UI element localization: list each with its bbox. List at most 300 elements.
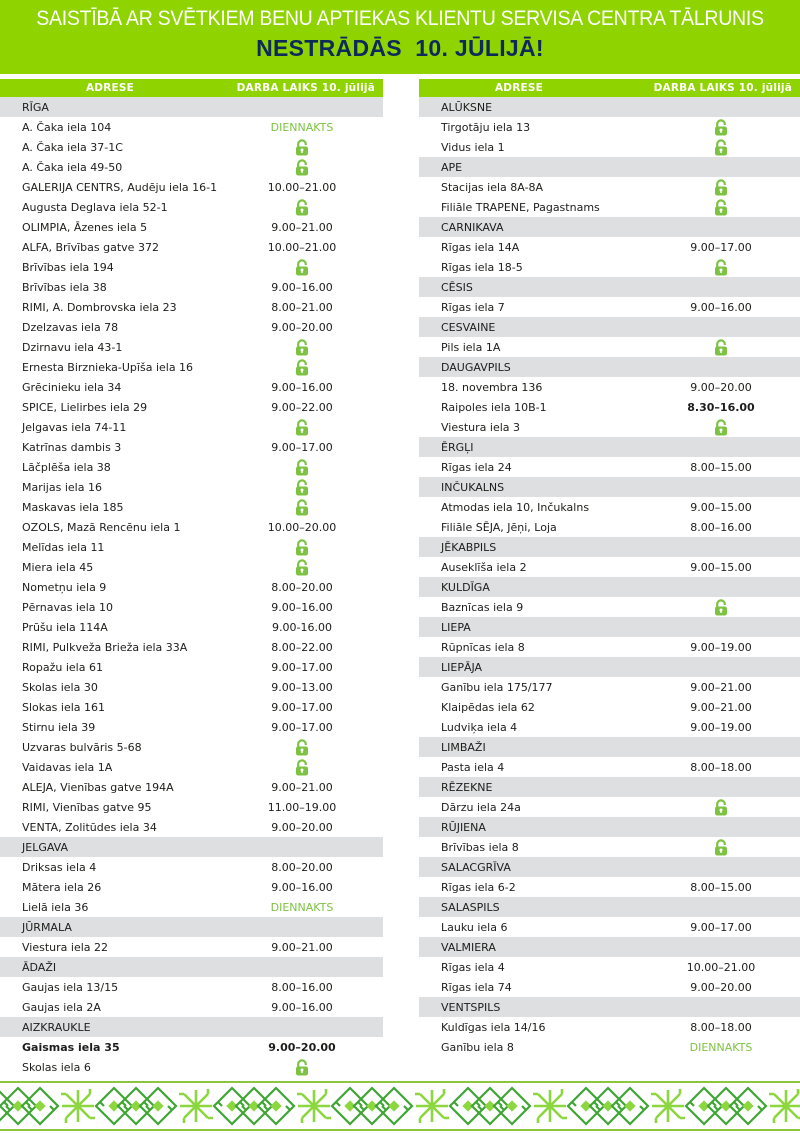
working-hours: 8.00–18.00 [690, 761, 752, 774]
city-name: ĒRGĻI [441, 441, 474, 454]
pharmacy-address: Atmodas iela 10, Inčukalns [441, 501, 590, 514]
pharmacy-address: SPICE, Lielirbes iela 29 [22, 401, 148, 414]
pharmacy-row [0, 297, 383, 317]
cross-motif [651, 1089, 685, 1123]
pharmacy-row [0, 397, 383, 417]
pharmacy-row [0, 717, 383, 737]
spiral-diamond-motif [258, 1088, 294, 1124]
working-hours: 9.00–17.00 [271, 701, 333, 714]
working-hours: 9.00–16.00 [690, 301, 752, 314]
pharmacy-address: Augusta Deglava iela 52-1 [22, 201, 168, 214]
pharmacy-address: Dzelzavas iela 78 [22, 321, 119, 334]
open-24h-label: DIENNAKTS [689, 1041, 753, 1054]
spiral-diamond-motif [450, 1088, 486, 1124]
lock-icon [295, 479, 309, 496]
pharmacy-row [419, 237, 800, 257]
pharmacy-address: GALERIJA CENTRS, Audēju iela 16-1 [22, 181, 218, 194]
cross-motif [415, 1089, 449, 1123]
working-hours: 8.00–16.00 [690, 521, 752, 534]
lock-icon [714, 119, 728, 136]
lock-icon [714, 839, 728, 856]
working-hours: 8.00–16.00 [271, 981, 333, 994]
city-name: JELGAVA [22, 841, 69, 854]
pharmacy-address: Maskavas iela 185 [22, 501, 124, 514]
pharmacy-address: OZOLS, Mazā Rencēnu iela 1 [22, 521, 181, 534]
city-group-row [419, 897, 800, 917]
city-group-row [419, 577, 800, 597]
city-name: SALACGRĪVA [441, 861, 511, 874]
banner-subtitle: NESTRĀDĀS 10. JŪLIJĀ! [256, 35, 544, 61]
pharmacy-address: Auseklīša iela 2 [441, 561, 527, 574]
working-hours: 8.00–15.00 [690, 881, 752, 894]
pharmacy-address: Brīvības iela 194 [22, 261, 114, 274]
pharmacy-row [419, 497, 800, 517]
city-group-row [419, 777, 800, 797]
city-group-row [0, 1017, 383, 1037]
cross-motif [533, 1089, 567, 1123]
pharmacy-address: A. Čaka iela 104 [22, 121, 112, 134]
pharmacy-address: Rīgas iela 24 [441, 461, 512, 474]
pharmacy-row [419, 977, 800, 997]
cross-motif [179, 1089, 213, 1123]
pharmacy-row [419, 917, 800, 937]
working-hours: 9.00–21.00 [690, 681, 752, 694]
pharmacy-address: Pasta iela 4 [441, 761, 505, 774]
lock-icon [295, 739, 309, 756]
city-name: JŪRMALA [22, 921, 72, 934]
city-group-row [419, 857, 800, 877]
spiral-diamond-motif [686, 1088, 722, 1124]
working-hours: 9.00–16.00 [271, 281, 333, 294]
pharmacy-address: Rīgas iela 6-2 [441, 881, 516, 894]
pharmacy-row [0, 697, 383, 717]
pharmacy-address: OLIMPIA, Āzenes iela 5 [22, 221, 148, 234]
cross-motif [297, 1089, 331, 1123]
working-hours: 8.00–15.00 [690, 461, 752, 474]
pharmacy-address: RIMI, A. Dombrovska iela 23 [22, 301, 177, 314]
city-name: ALŪKSNE [441, 101, 493, 114]
pharmacy-row [0, 337, 383, 357]
city-name: LIMBAŽI [441, 741, 486, 754]
pharmacy-row [0, 157, 383, 177]
pharmacy-row [0, 417, 383, 437]
lock-icon [714, 419, 728, 436]
pharmacy-address: Nometņu iela 9 [22, 581, 107, 594]
city-name: RŪJIENA [441, 821, 486, 834]
pharmacy-address: Rīgas iela 7 [441, 301, 505, 314]
pharmacy-address: Dārzu iela 24a [441, 801, 521, 814]
spiral-diamond-motif [236, 1088, 272, 1124]
banner-divider [0, 74, 800, 77]
pharmacy-row [0, 677, 383, 697]
working-hours: 9.00–17.00 [690, 241, 752, 254]
working-hours: 9.00–21.00 [271, 221, 333, 234]
lock-icon [295, 419, 309, 436]
pharmacy-address: 18. novembra 136 [441, 381, 543, 394]
working-hours: 9.00–22.00 [271, 401, 333, 414]
pharmacy-address: Ropažu iela 61 [22, 661, 103, 674]
pharmacy-address: Filiāle TRAPENE, Pagastnams [441, 201, 600, 214]
spiral-diamond-motif [568, 1088, 604, 1124]
working-hours: 9.00–15.00 [690, 501, 752, 514]
pharmacy-row [0, 937, 383, 957]
spiral-diamond-motif [590, 1088, 626, 1124]
pharmacy-row [0, 797, 383, 817]
pharmacy-row [419, 257, 800, 277]
announcement-banner [0, 0, 800, 74]
pharmacy-address: Dzirnavu iela 43-1 [22, 341, 123, 354]
city-name: RĪGA [22, 101, 49, 114]
pharmacy-address: Miera iela 45 [22, 561, 94, 574]
pharmacy-address: Prūšu iela 114A [22, 621, 108, 634]
city-name: CESVAINE [441, 321, 496, 334]
city-name: VALMIERA [441, 941, 496, 954]
pharmacy-address: Viestura iela 3 [441, 421, 520, 434]
lock-icon [295, 199, 309, 216]
column-header-hours: DARBA LAIKS 10. jūlijā [653, 82, 792, 94]
pharmacy-row [0, 457, 383, 477]
pharmacy-row [419, 597, 800, 617]
working-hours: 9.00–17.00 [271, 661, 333, 674]
city-group-row [419, 217, 800, 237]
pharmacy-row [0, 437, 383, 457]
pharmacy-address: Skolas iela 6 [22, 1061, 91, 1074]
lock-icon [295, 359, 309, 376]
spiral-diamond-motif [376, 1088, 412, 1124]
working-hours: 8.00–20.00 [271, 581, 333, 594]
working-hours: 8.00–18.00 [690, 1021, 752, 1034]
pharmacy-address: Ganību iela 8 [441, 1041, 514, 1054]
pharmacy-row [419, 117, 800, 137]
pharmacy-row [419, 397, 800, 417]
working-hours: 9.00–16.00 [271, 381, 333, 394]
pharmacy-address: Gaismas iela 35 [22, 1041, 120, 1054]
working-hours: 9.00–16.00 [271, 601, 333, 614]
city-group-row [419, 477, 800, 497]
lock-icon [714, 139, 728, 156]
spiral-diamond-motif [354, 1088, 390, 1124]
pharmacy-row [0, 757, 383, 777]
pharmacy-address: ALFA, Brīvības gatve 372 [22, 241, 159, 254]
spiral-diamond-motif [140, 1088, 176, 1124]
working-hours: 9.00–20.00 [690, 981, 752, 994]
pharmacy-row [419, 297, 800, 317]
working-hours: 9.00–20.00 [268, 1041, 336, 1054]
pharmacy-address: Katrīnas dambis 3 [22, 441, 122, 454]
city-name: INČUKALNS [441, 481, 505, 494]
lock-icon [295, 499, 309, 516]
pharmacy-row [419, 197, 800, 217]
table-body [0, 97, 383, 1077]
pharmacy-row [0, 877, 383, 897]
pharmacy-address: Mātera iela 26 [22, 881, 102, 894]
pharmacy-row [0, 217, 383, 237]
lock-icon [295, 559, 309, 576]
pharmacy-address: Baznīcas iela 9 [441, 601, 524, 614]
pharmacy-address: Tirgotāju iela 13 [441, 121, 531, 134]
spiral-diamond-motif [708, 1088, 744, 1124]
city-group-row [419, 537, 800, 557]
spiral-diamond-motif [332, 1088, 368, 1124]
lock-icon [714, 259, 728, 276]
pharmacy-address: Ludviķa iela 4 [441, 721, 518, 734]
lock-icon [295, 339, 309, 356]
pharmacy-address: Rīgas iela 14A [441, 241, 520, 254]
city-group-row [0, 957, 383, 977]
pharmacy-row [419, 757, 800, 777]
working-hours: 9.00–21.00 [271, 941, 333, 954]
city-group-row [419, 997, 800, 1017]
pharmacy-address: Rūpnīcas iela 8 [441, 641, 525, 654]
city-group-row [0, 97, 383, 117]
pharmacy-row [0, 197, 383, 217]
pharmacy-table-right [419, 79, 800, 1057]
pharmacy-row [0, 477, 383, 497]
pharmacy-address: Vidus iela 1 [441, 141, 505, 154]
pharmacy-address: Raipoles iela 10B-1 [441, 401, 547, 414]
pharmacy-row [0, 137, 383, 157]
cross-motif [61, 1089, 95, 1123]
pharmacy-row [0, 117, 383, 137]
pharmacy-row [0, 377, 383, 397]
pharmacy-address: Klaipēdas iela 62 [441, 701, 535, 714]
city-name: JĒKABPILS [441, 541, 497, 554]
city-group-row [419, 157, 800, 177]
working-hours: 8.00–21.00 [271, 301, 333, 314]
pharmacy-row [419, 517, 800, 537]
pharmacy-address: Gaujas iela 2A [22, 1001, 101, 1014]
pharmacy-address: A. Čaka iela 49-50 [22, 161, 123, 174]
lock-icon [295, 1059, 309, 1076]
pharmacy-row [0, 597, 383, 617]
city-group-row [0, 837, 383, 857]
spiral-diamond-motif [494, 1088, 530, 1124]
pharmacy-address: VENTA, Zolitūdes iela 34 [22, 821, 157, 834]
pharmacy-address: Kuldīgas iela 14/16 [441, 1021, 546, 1034]
pharmacy-address: Melīdas iela 11 [22, 541, 105, 554]
open-24h-label: DIENNAKTS [270, 901, 334, 914]
working-hours: 9.00-16.00 [272, 621, 332, 634]
pharmacy-row [419, 877, 800, 897]
table-header [0, 79, 383, 97]
city-group-row [419, 437, 800, 457]
working-hours: 9.00–15.00 [690, 561, 752, 574]
pharmacy-address: Ernesta Birznieka-Upīša iela 16 [22, 361, 194, 374]
city-group-row [419, 817, 800, 837]
pharmacy-address: Rīgas iela 74 [441, 981, 512, 994]
pharmacy-row [419, 637, 800, 657]
spiral-diamond-motif [214, 1088, 250, 1124]
city-name: DAUGAVPILS [441, 361, 511, 374]
folk-ornament-border [0, 1080, 800, 1133]
city-name: ĀDAŽI [22, 961, 57, 974]
lock-icon [714, 599, 728, 616]
pharmacy-address: Ganību iela 175/177 [441, 681, 553, 694]
working-hours: 10.00–21.00 [267, 181, 337, 194]
working-hours: 9.00–21.00 [271, 781, 333, 794]
pharmacy-row [0, 617, 383, 637]
city-group-row [419, 97, 800, 117]
pharmacy-address: Marijas iela 16 [22, 481, 102, 494]
lock-icon [714, 339, 728, 356]
pharmacy-address: Slokas iela 161 [22, 701, 106, 714]
pharmacy-row [0, 277, 383, 297]
city-name: LIEPA [441, 621, 471, 634]
spiral-diamond-motif [118, 1088, 154, 1124]
pharmacy-address: Skolas iela 30 [22, 681, 98, 694]
pharmacy-row [419, 137, 800, 157]
city-name: RĒZEKNE [441, 781, 493, 794]
pharmacy-row [0, 497, 383, 517]
pharmacy-address: Pils iela 1A [441, 341, 501, 354]
pharmacy-row [419, 337, 800, 357]
column-header-address: ADRESE [494, 82, 544, 94]
working-hours: 9.00–17.00 [690, 921, 752, 934]
ornament-rule-bottom [0, 1129, 800, 1131]
ornament-rule-top [0, 1081, 800, 1083]
pharmacy-row [419, 677, 800, 697]
pharmacy-row [419, 837, 800, 857]
pharmacy-address: Stacijas iela 8A-8A [441, 181, 544, 194]
working-hours: 9.00–16.00 [271, 881, 333, 894]
pharmacy-address: Lauku iela 6 [441, 921, 508, 934]
pharmacy-address: Viestura iela 22 [22, 941, 108, 954]
pharmacy-row [419, 377, 800, 397]
lock-icon [714, 179, 728, 196]
pharmacy-row [0, 777, 383, 797]
pharmacy-address: ALEJA, Vienības gatve 194A [22, 781, 174, 794]
working-hours: 9.00–16.00 [271, 1001, 333, 1014]
pharmacy-address: RIMI, Pulkveža Brieža iela 33A [22, 641, 188, 654]
pharmacy-address: Gaujas iela 13/15 [22, 981, 119, 994]
working-hours: 9.00–19.00 [690, 641, 752, 654]
pharmacy-row [0, 557, 383, 577]
pharmacy-row [419, 1017, 800, 1037]
pharmacy-row [0, 537, 383, 557]
lock-icon [295, 759, 309, 776]
pharmacy-address: Brīvības iela 8 [441, 841, 519, 854]
open-24h-label: DIENNAKTS [270, 121, 334, 134]
pharmacy-row [419, 797, 800, 817]
lock-icon [295, 139, 309, 156]
city-group-row [419, 317, 800, 337]
pharmacy-row [419, 457, 800, 477]
spiral-diamond-motif [22, 1088, 58, 1124]
pharmacy-row [0, 737, 383, 757]
pharmacy-row [0, 1037, 383, 1057]
city-group-row [419, 617, 800, 637]
pharmacy-address: RIMI, Vienības gatve 95 [22, 801, 152, 814]
city-name: KULDĪGA [441, 581, 490, 594]
table-body [419, 97, 800, 1057]
pharmacy-row [419, 957, 800, 977]
pharmacy-address: Pērnavas iela 10 [22, 601, 114, 614]
working-hours: 9.00–13.00 [271, 681, 333, 694]
lock-icon [714, 799, 728, 816]
pharmacy-row [419, 697, 800, 717]
working-hours: 10.00–21.00 [686, 961, 756, 974]
pharmacy-address: Driksas iela 4 [22, 861, 97, 874]
city-group-row [419, 277, 800, 297]
ornament-pattern [0, 1084, 800, 1128]
working-hours: 9.00–20.00 [271, 821, 333, 834]
pharmacy-row [0, 857, 383, 877]
pharmacy-address: Rīgas iela 18-5 [441, 261, 523, 274]
city-name: AIZKRAUKLE [22, 1021, 91, 1034]
pharmacy-row [0, 517, 383, 537]
pharmacy-address: Brīvības iela 38 [22, 281, 107, 294]
pharmacy-row [419, 717, 800, 737]
pharmacy-address: Uzvaras bulvāris 5-68 [22, 741, 142, 754]
column-header-hours: DARBA LAIKS 10. jūlijā [236, 82, 375, 94]
city-name: CARNIKAVA [441, 221, 504, 234]
city-name: LIEPĀJA [441, 661, 483, 674]
pharmacy-row [0, 317, 383, 337]
lock-icon [295, 459, 309, 476]
city-group-row [0, 917, 383, 937]
pharmacy-row [419, 177, 800, 197]
pharmacy-address: Lāčplēša iela 38 [22, 461, 111, 474]
pharmacy-address: Lielā iela 36 [22, 901, 89, 914]
pharmacy-row [0, 177, 383, 197]
pharmacy-row [0, 577, 383, 597]
pharmacy-row [0, 237, 383, 257]
city-group-row [419, 657, 800, 677]
city-group-row [419, 357, 800, 377]
working-hours: 9.00–17.00 [271, 721, 333, 734]
working-hours: 9.00–19.00 [690, 721, 752, 734]
pharmacy-row [0, 1057, 383, 1077]
city-group-row [419, 737, 800, 757]
working-hours: 9.00–21.00 [690, 701, 752, 714]
city-name: CĒSIS [441, 281, 473, 294]
spiral-diamond-motif [96, 1088, 132, 1124]
banner-title: SAISTĪBĀ AR SVĒTKIEM BENU APTIEKAS KLIENTU SERVISA CENTRA TĀLRUNIS [36, 7, 764, 30]
working-hours: 9.00–20.00 [690, 381, 752, 394]
lock-icon [295, 159, 309, 176]
column-header-address: ADRESE [85, 82, 135, 94]
pharmacy-address: Stirnu iela 39 [22, 721, 96, 734]
working-hours: 9.00–17.00 [271, 441, 333, 454]
cross-motif [769, 1089, 800, 1123]
city-name: SALASPILS [441, 901, 500, 914]
pharmacy-row [0, 817, 383, 837]
working-hours: 8.30–16.00 [687, 401, 755, 414]
city-group-row [419, 937, 800, 957]
pharmacy-address: Filiāle SĒJA, Jēņi, Loja [441, 521, 557, 534]
working-hours: 9.00–20.00 [271, 321, 333, 334]
pharmacy-row [0, 997, 383, 1017]
city-name: APE [441, 161, 463, 174]
pharmacy-row [0, 357, 383, 377]
working-hours: 10.00–21.00 [267, 241, 337, 254]
city-name: VENTSPILS [441, 1001, 501, 1014]
pharmacy-row [0, 977, 383, 997]
pharmacy-row [419, 417, 800, 437]
pharmacy-address: Jelgavas iela 74-11 [22, 421, 127, 434]
pharmacy-row [419, 1037, 800, 1057]
pharmacy-address: Grēcinieku iela 34 [22, 381, 122, 394]
working-hours: 8.00–22.00 [271, 641, 333, 654]
pharmacy-row [0, 257, 383, 277]
pharmacy-address: A. Čaka iela 37-1C [22, 141, 123, 154]
spiral-diamond-motif [472, 1088, 508, 1124]
spiral-diamond-motif [730, 1088, 766, 1124]
pharmacy-row [0, 897, 383, 917]
working-hours: 11.00–19.00 [267, 801, 337, 814]
working-hours: 10.00–20.00 [267, 521, 337, 534]
pharmacy-row [419, 557, 800, 577]
